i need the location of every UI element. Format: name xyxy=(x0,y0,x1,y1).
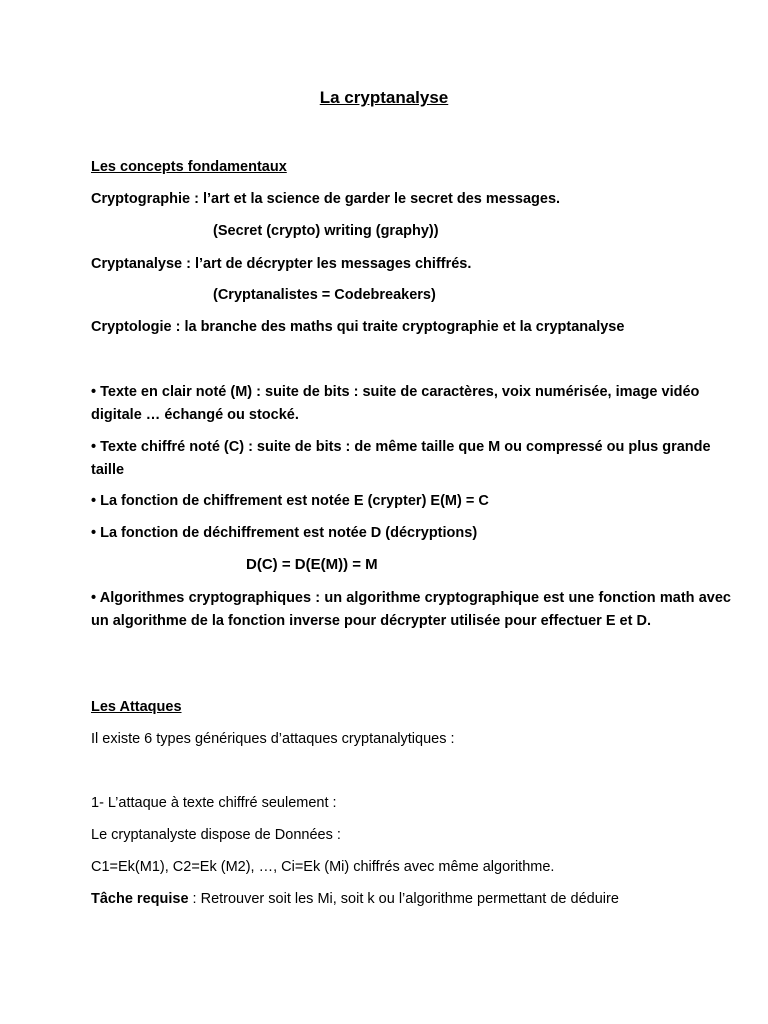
attack-1-task xyxy=(91,889,619,909)
attacks-intro: Il existe 6 types génériques d’attaques cryptanalytiques : xyxy=(91,731,455,747)
bullet-algorithmes: • Algorithmes cryptographiques : un algorithme cryptographique est une fonction math avec un algorithme de la fonction inverse pour décrypter utilisée pour effectuer E et D. xyxy=(91,590,731,629)
bullet-fonction-chiffrement: • La fonction de chiffrement est notée E (crypter) E(M) = C xyxy=(91,493,489,509)
definition-cryptanalyse: Cryptanalyse : l’art de décrypter les messages chiffrés. xyxy=(91,256,472,272)
task-text: : Retrouver soit les Mi, soit k ou l’algorithme permettant de déduire xyxy=(188,891,619,907)
page-title: La cryptanalyse xyxy=(319,88,449,107)
section-heading-attaques: Les Attaques xyxy=(91,699,182,715)
formula-decryption: D(C) = D(E(M)) = M xyxy=(246,556,378,573)
attack-1-example: C1=Ek(M1), C2=Ek (M2), …, Ci=Ek (Mi) chiffrés avec même algorithme. xyxy=(91,859,555,875)
attack-1-title: 1- L’attaque à texte chiffré seulement : xyxy=(91,795,337,811)
note-cryptographie: (Secret (crypto) writing (graphy)) xyxy=(213,223,439,239)
task-label: Tâche requise xyxy=(91,891,189,907)
note-cryptanalyse: (Cryptanalistes = Codebreakers) xyxy=(213,287,436,303)
bullet-texte-chiffre: • Texte chiffré noté (C) : suite de bits : de même taille que M ou compressé ou plus grande taille xyxy=(91,439,711,478)
bullet-texte-clair: • Texte en clair noté (M) : suite de bits : suite de caractères, voix numérisée, image vidéo digitale … échangé ou stocké. xyxy=(91,384,700,423)
attack-1-data: Le cryptanalyste dispose de Données : xyxy=(91,827,341,843)
section-heading-concepts: Les concepts fondamentaux xyxy=(91,159,287,175)
bullet-fonction-dechiffrement: • La fonction de déchiffrement est notée D (décryptions) xyxy=(91,525,478,541)
definition-cryptologie: Cryptologie : la branche des maths qui traite cryptographie et la cryptanalyse xyxy=(91,319,625,335)
definition-cryptographie: Cryptographie : l’art et la science de garder le secret des messages. xyxy=(91,191,561,207)
